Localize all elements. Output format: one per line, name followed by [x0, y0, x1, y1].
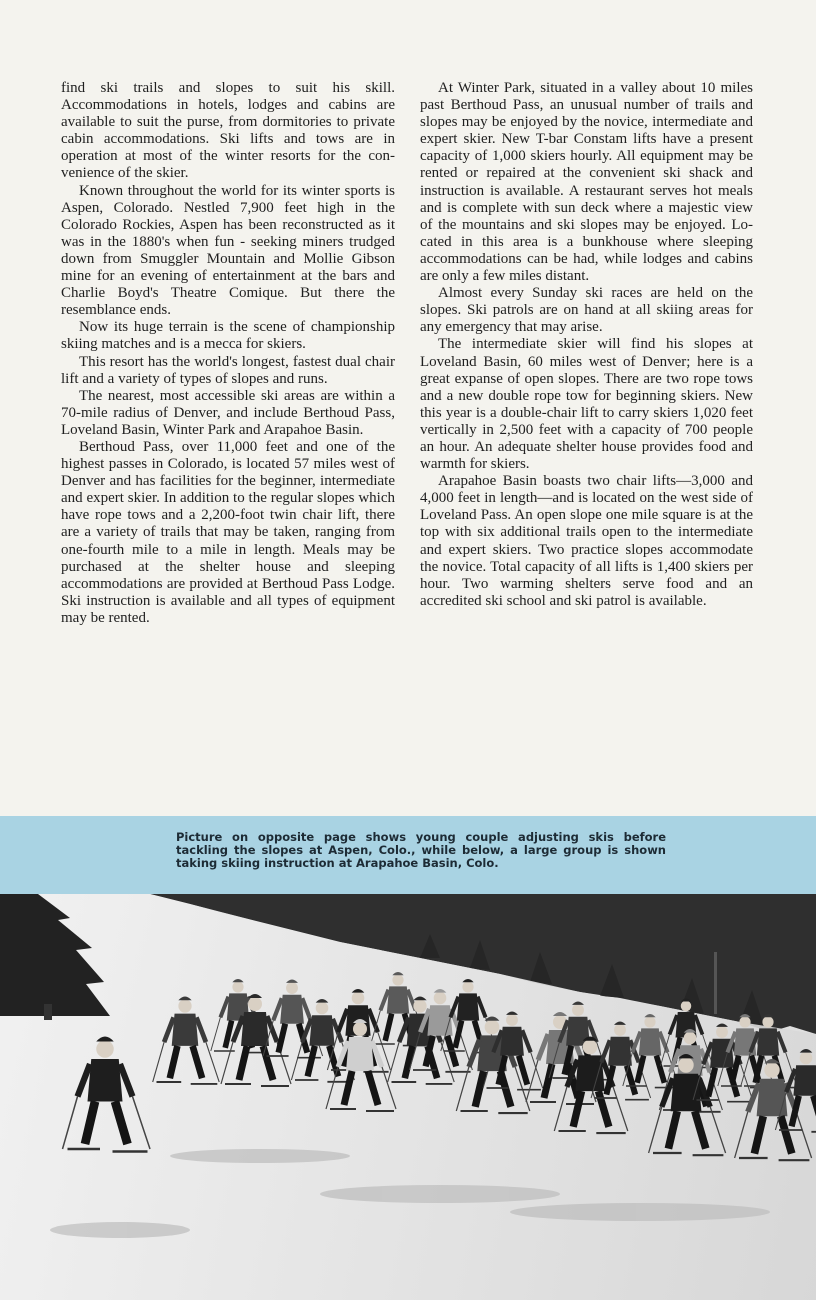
left-text-column [61, 80, 395, 627]
paragraph: At Winter Park, situated in a valley about 10 miles past Berthoud Pass, an unusual number of trails and slopes may be enjoyed by the novice, intermediate and expert skier. New T-bar Constam lifts have a present capacity of 1,000 skiers hourly. All equipment may be rented or repaired at the convenient ski shack and instruction is available. A restaurant serves hot meals and is complete with sun deck where a majestic view of the mountains and ski slopes may be enjoyed. Located in this area is a bunkhouse where sleeping accommodations can be had, while lodges and cabins are only a few miles distant. [420, 80, 753, 285]
paragraph: The intermediate skier will find his slopes at Loveland Basin, 60 miles west of Denver; here is a great expanse of open slopes. There are two rope tows and a new double rope tow for beginning skiers. New this year is a double-chair lift to carry skiers 1,020 feet vertically in 2,500 feet with a capacity of 700 people an hour. An adequate shelter house provides food and warmth for skiers. [420, 336, 753, 473]
marker-pole [714, 952, 717, 1014]
paragraph: find ski trails and slopes to suit his skill. Accommodations in hotels, lodges and cabins are available to suit the purse, from dormitories to private cabin accommodations. Ski lifts and tows are in operation at most of the winter resorts for the convenience of the skier. [61, 80, 395, 182]
paragraph: Almost every Sunday ski races are held on the slopes. Ski patrols are on hand at all skiing areas for any emergency that may arise. [420, 285, 753, 336]
paragraph: Now its huge terrain is the scene of championship skiing matches and is a mecca for skiers. [61, 319, 395, 353]
right-text-column [420, 80, 753, 610]
paragraph: The nearest, most accessible ski areas are within a 70-mile radius of Denver, and include Berthoud Pass, Loveland Basin, Winter Park and Arapahoe Basin. [61, 387, 395, 438]
ski-group-photo [0, 894, 816, 1300]
paragraph: This resort has the world's longest, fastest dual chair lift and a variety of types of slopes and runs. [61, 353, 395, 387]
paragraph: Arapahoe Basin boasts two chair lifts—3,000 and 4,000 feet in length—and is located on the west side of Loveland Pass. An open slope one mile square is at the top with six additional trails open to the intermediate and expert skiers. Two practice slopes accommodate the novice. Total capacity of all lifts is 1,400 skiers per hour. Two warming shelters serve food and an accredited ski school and ski patrol is available. [420, 473, 753, 609]
photo-caption: Picture on opposite page shows young couple adjusting skis before tackling the slopes at Aspen, Colo., while below, a large group is shown taking skiing instruction at Arapahoe Basin, Colo. [176, 830, 666, 870]
paragraph: Berthoud Pass, over 11,000 feet and one of the highest passes in Colorado, is located 57 miles west of Denver and has facilities for the beginner, intermediate and expert skier. In addition to the regular slopes which have rope tows and a 2,200-foot twin chair lift, there are a variety of trails that may be taken, ranging from one-fourth mile to a mile in length. Meals may be purchased at the shelter house and sleeping accommodations are provided at Berthoud Pass Lodge. Ski instruction is available and all types of equipment may be rented. [61, 438, 395, 626]
paragraph: Known throughout the world for its winter sports is Aspen, Colorado. Nestled 7,900 feet high in the Colorado Rockies, Aspen has been reconstructed as it was in the 1880's when fun - seeking miners trudged down from Smuggler Mountain and Mollie Gibson mine for an evening of entertainment at the bars and Charlie Boyd's Theatre Comique. But there the resemblance ends. [61, 182, 395, 319]
